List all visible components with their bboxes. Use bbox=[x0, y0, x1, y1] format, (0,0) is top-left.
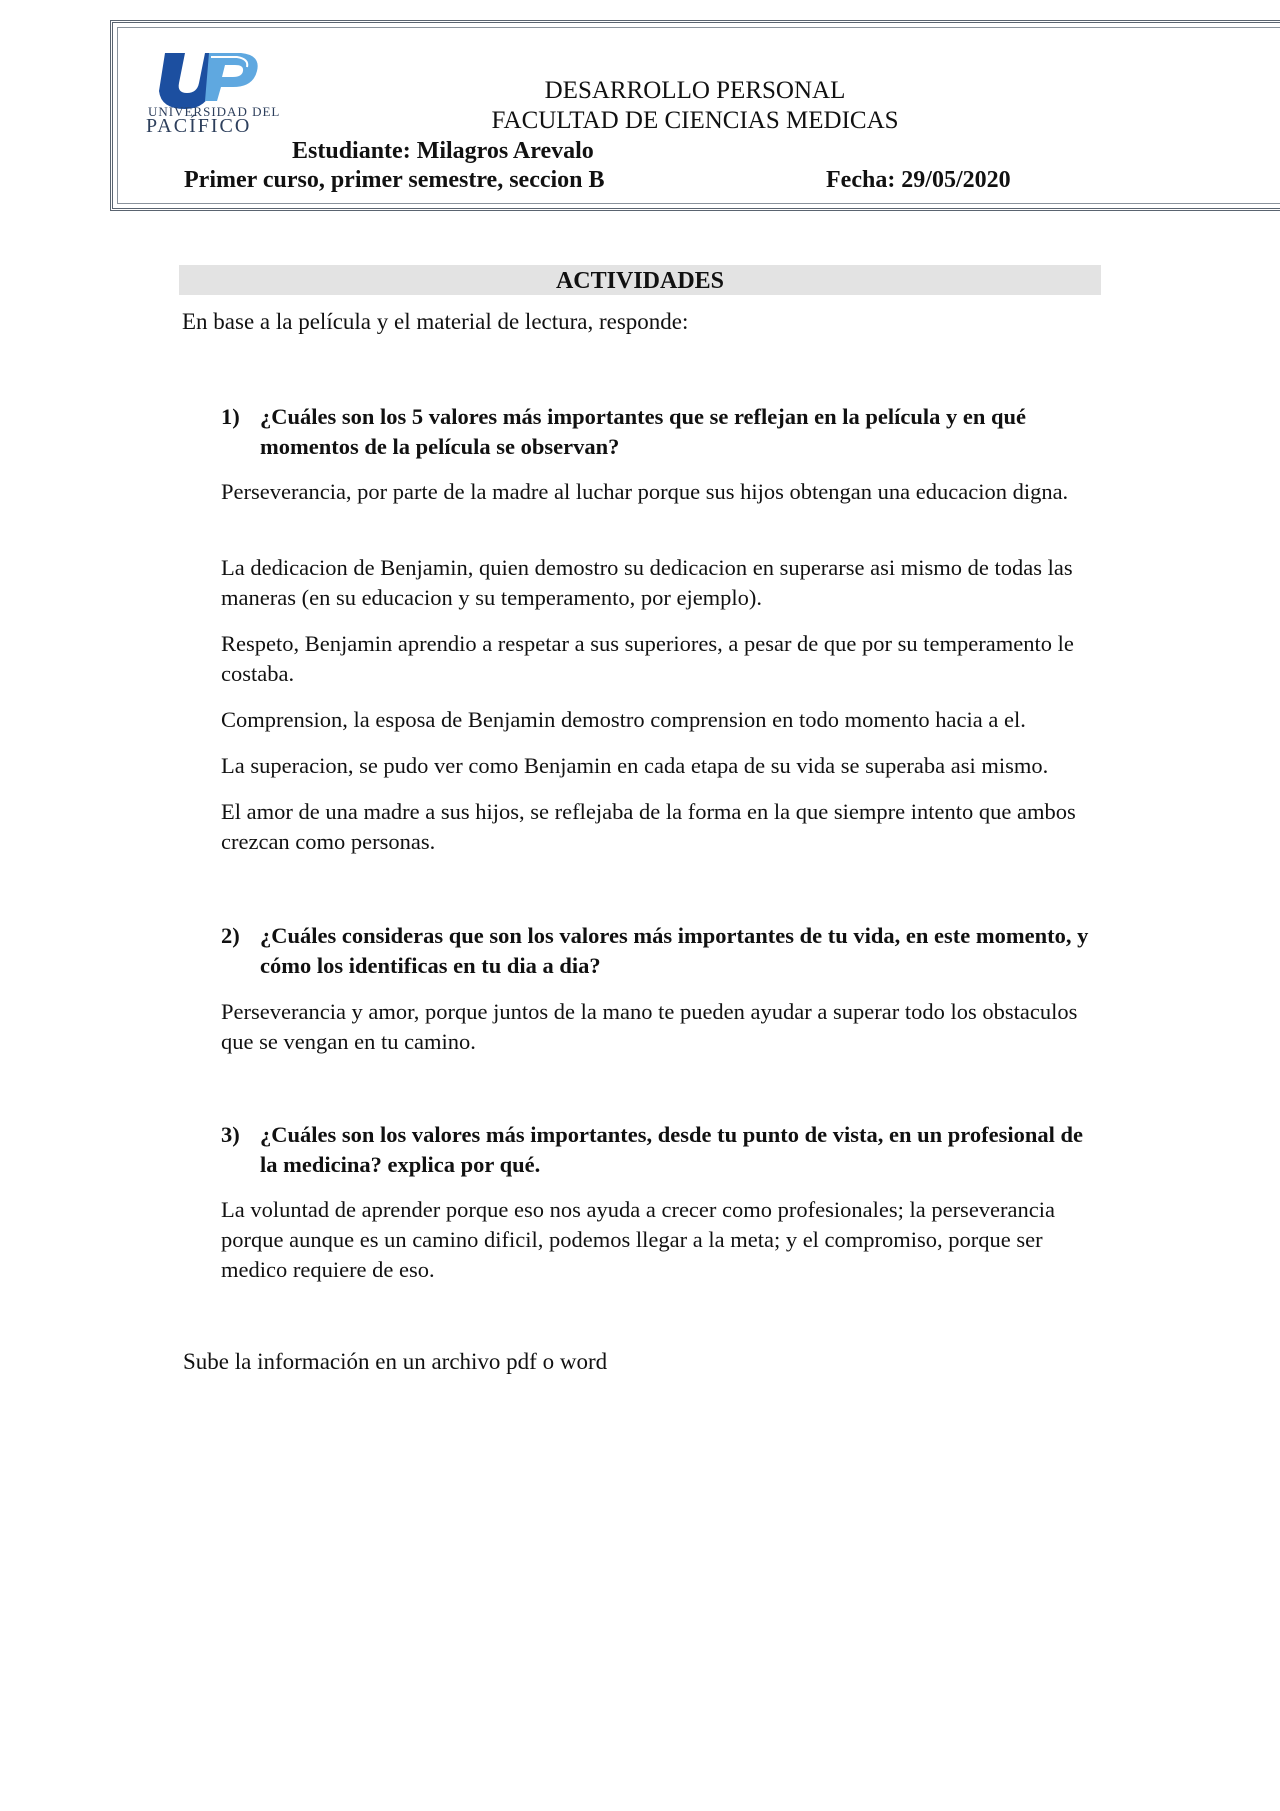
question-text: ¿Cuáles son los valores más importantes, desde tu punto de vista, en un profesional de la medicina? explica por qué. bbox=[260, 1122, 1084, 1177]
question-number: 1) bbox=[221, 404, 240, 429]
upload-instruction: Sube la información en un archivo pdf o word bbox=[183, 1349, 608, 1374]
question-text: ¿Cuáles consideras que son los valores más importantes de tu vida, en este momento, y cómo los identificas en tu dia a dia? bbox=[260, 923, 1089, 978]
answer-paragraph: Respeto, Benjamin aprendio a respetar a sus superiores, a pesar de que por su temperamento le costaba. bbox=[221, 631, 1074, 686]
answer-paragraph: La voluntad de aprender porque eso nos ayuda a crecer como profesionales; la perseverancia porque aunque es un camino dificil, podemos llegar a la meta; y el compromiso, porque ser medico requiere de eso. bbox=[221, 1197, 1055, 1282]
question-2 bbox=[221, 921, 1101, 981]
logo-subtitle: UNIVERSIDAD DEL bbox=[148, 104, 281, 119]
section-intro: En base a la película y el material de lectura, responde: bbox=[182, 309, 689, 334]
section-heading: ACTIVIDADES bbox=[179, 265, 1101, 295]
question-3 bbox=[221, 1120, 1101, 1180]
question-number: 3) bbox=[221, 1122, 240, 1147]
answer-paragraph: Perseverancia y amor, porque juntos de la mano te pueden ayudar a superar todo los obstaculos que se vengan en tu camino. bbox=[221, 999, 1078, 1054]
faculty-title: FACULTAD DE CIENCIAS MEDICAS bbox=[491, 107, 899, 134]
student-name: Estudiante: Milagros Arevalo bbox=[292, 138, 594, 164]
logo-name: PACÍFICO bbox=[146, 115, 252, 137]
course-info: Primer curso, primer semestre, seccion B bbox=[184, 167, 605, 193]
question-number: 2) bbox=[221, 923, 240, 948]
date-label: Fecha: 29/05/2020 bbox=[826, 167, 1011, 193]
answer-paragraph: La dedicacion de Benjamin, quien demostro su dedicacion en superarse asi mismo de todas las maneras (en su educacion y su temperamento, por ejemplo). bbox=[221, 555, 1073, 610]
answer-paragraph: Comprension, la esposa de Benjamin demostro comprension en todo momento hacia a el. bbox=[221, 707, 1026, 732]
question-1 bbox=[221, 402, 1101, 462]
answer-paragraph: Perseverancia, por parte de la madre al luchar porque sus hijos obtengan una educacion digna. bbox=[221, 479, 1069, 504]
answer-paragraph: La superacion, se pudo ver como Benjamin en cada etapa de su vida se superaba asi mismo. bbox=[221, 753, 1049, 778]
question-text: ¿Cuáles son los 5 valores más importantes que se reflejan en la película y en qué momentos de la película se observan? bbox=[260, 404, 1027, 459]
course-title: DESARROLLO PERSONAL bbox=[544, 77, 846, 104]
answer-paragraph: El amor de una madre a sus hijos, se reflejaba de la forma en la que siempre intento que ambos crezcan como personas. bbox=[221, 799, 1076, 854]
